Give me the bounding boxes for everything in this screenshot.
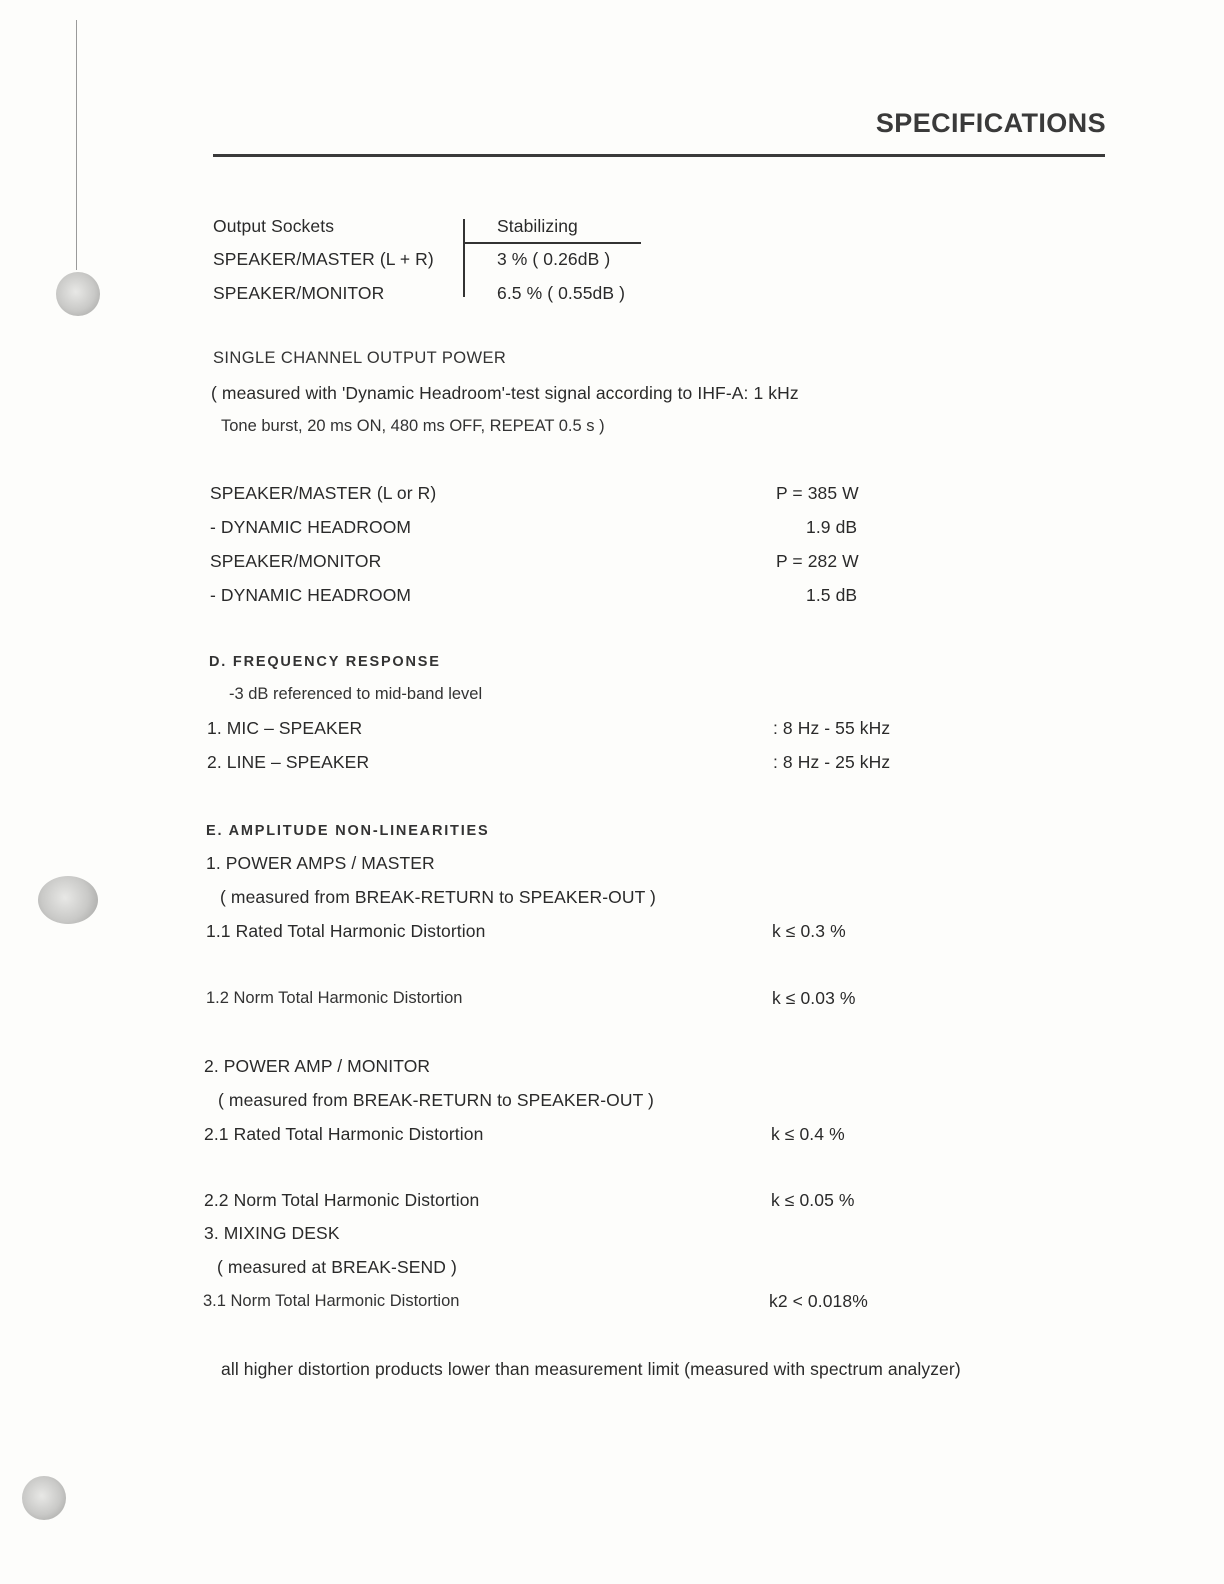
spec-value: 1.9 dB — [806, 517, 858, 537]
subsection-title: 3. MIXING DESK — [204, 1223, 340, 1243]
output-power-heading: SINGLE CHANNEL OUTPUT POWER — [213, 349, 507, 367]
page-title: SPECIFICATIONS — [875, 108, 1106, 138]
footnote: all higher distortion products lower than measurement limit (measured with spectrum analyzer) — [221, 1359, 961, 1379]
spec-label: 2.2 Norm Total Harmonic Distortion — [204, 1190, 480, 1210]
spec-value: k ≤ 0.03 % — [772, 988, 856, 1008]
table-divider-vertical — [463, 219, 465, 297]
subsection-note: ( measured from BREAK-RETURN to SPEAKER-OUT ) — [218, 1090, 654, 1110]
spec-label: SPEAKER/MASTER (L or R) — [210, 483, 437, 503]
spec-label: SPEAKER/MONITOR — [210, 551, 382, 571]
table-divider-horizontal — [463, 242, 641, 244]
frequency-note: -3 dB referenced to mid-band level — [229, 685, 483, 703]
spec-label: 1.1 Rated Total Harmonic Distortion — [206, 921, 486, 941]
spec-value: P = 385 W — [776, 483, 859, 503]
spec-value: k ≤ 0.4 % — [771, 1124, 845, 1144]
subsection-note: ( measured from BREAK-RETURN to SPEAKER-OUT ) — [220, 887, 656, 907]
spec-label: 2.1 Rated Total Harmonic Distortion — [204, 1124, 484, 1144]
output-power-note: ( measured with 'Dynamic Headroom'-test signal according to IHF-A: 1 kHz — [211, 383, 799, 403]
subsection-note: ( measured at BREAK-SEND ) — [217, 1257, 457, 1277]
table-row-value: 6.5 % ( 0.55dB ) — [497, 283, 626, 303]
spec-label: - DYNAMIC HEADROOM — [210, 517, 412, 537]
table-header-output-sockets: Output Sockets — [213, 216, 335, 236]
spec-label: 1.2 Norm Total Harmonic Distortion — [206, 989, 463, 1007]
spec-label: 2. LINE – SPEAKER — [207, 752, 370, 772]
spec-value: : 8 Hz - 25 kHz — [773, 752, 891, 772]
subsection-title: 1. POWER AMPS / MASTER — [206, 853, 435, 873]
spec-label: 3.1 Norm Total Harmonic Distortion — [203, 1292, 460, 1310]
section-heading-amplitude: E. AMPLITUDE NON-LINEARITIES — [206, 823, 490, 839]
spec-label: - DYNAMIC HEADROOM — [210, 585, 412, 605]
binding-edge-line — [76, 20, 77, 270]
table-row-socket: SPEAKER/MONITOR — [213, 283, 385, 303]
spec-value: k ≤ 0.05 % — [771, 1190, 855, 1210]
subsection-title: 2. POWER AMP / MONITOR — [204, 1056, 431, 1076]
binding-hole — [38, 876, 98, 924]
spec-value: : 8 Hz - 55 kHz — [773, 718, 891, 738]
spec-value: k ≤ 0.3 % — [772, 921, 846, 941]
binding-hole — [56, 272, 100, 316]
table-row-socket: SPEAKER/MASTER (L + R) — [213, 249, 434, 269]
output-power-note: Tone burst, 20 ms ON, 480 ms OFF, REPEAT 0.5 s ) — [221, 417, 605, 435]
spec-value: P = 282 W — [776, 551, 859, 571]
section-heading-frequency: D. FREQUENCY RESPONSE — [209, 654, 441, 670]
spec-value: 1.5 dB — [806, 585, 858, 605]
table-row-value: 3 % ( 0.26dB ) — [497, 249, 611, 269]
title-rule — [213, 154, 1105, 157]
spec-value: k2 < 0.018% — [769, 1291, 868, 1311]
spec-label: 1. MIC – SPEAKER — [207, 718, 363, 738]
binding-hole — [22, 1476, 66, 1520]
table-header-stabilizing: Stabilizing — [497, 216, 578, 236]
